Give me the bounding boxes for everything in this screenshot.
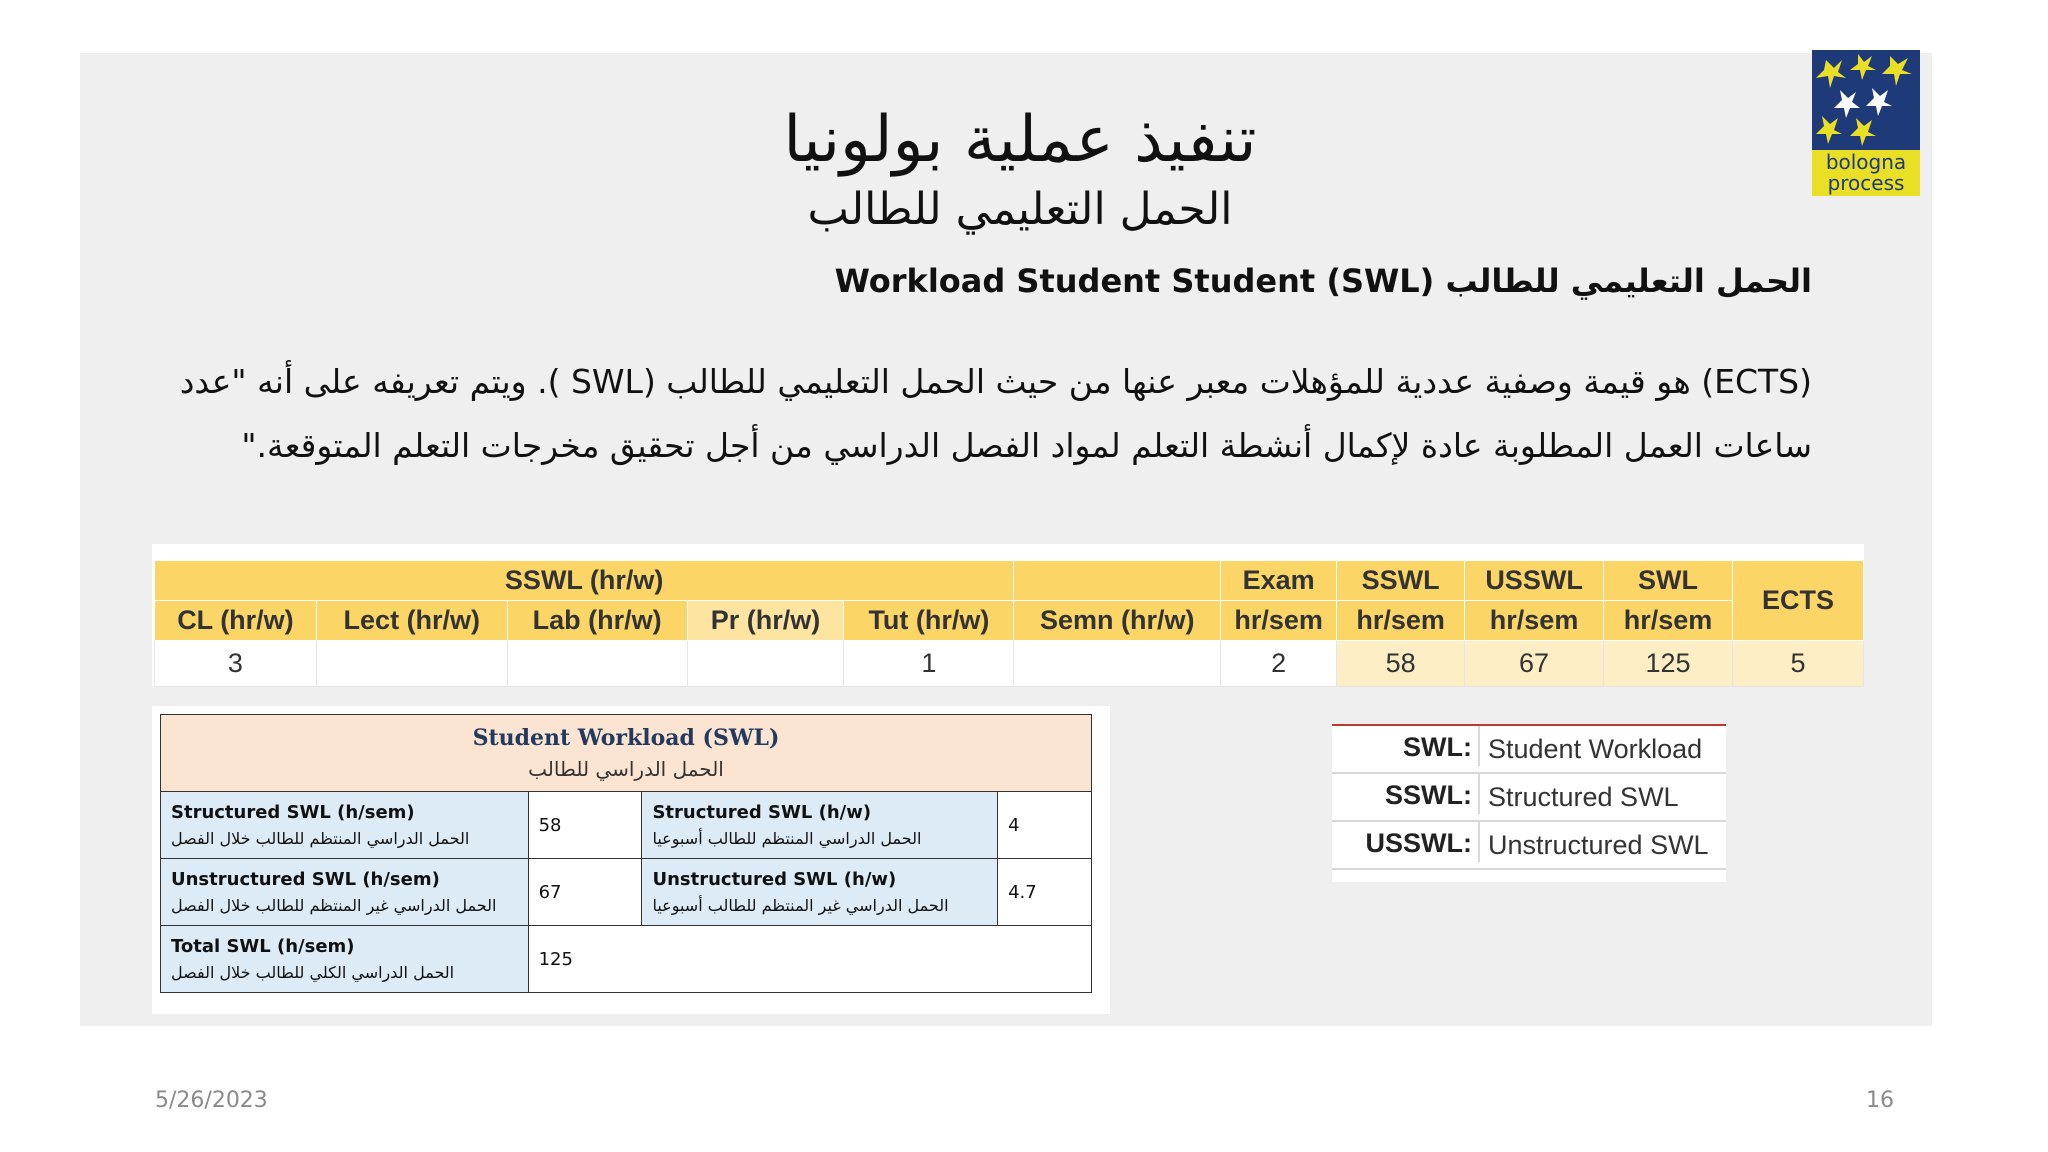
unstructured-week-label	[642, 859, 998, 926]
definition-paragraph	[179, 350, 1812, 478]
col-header-lab: Lab (hr/w)	[507, 601, 687, 641]
legend-desc: Student Workload	[1478, 726, 1702, 766]
ects-header: ECTS	[1732, 561, 1863, 641]
legend-row	[1332, 822, 1726, 870]
logo-line1: bologna	[1825, 150, 1907, 174]
label-en: Unstructured SWL (h/sem)	[171, 869, 440, 890]
label-en: Unstructured SWL (h/w)	[652, 869, 897, 890]
legend-row	[1332, 774, 1726, 822]
structured-week-value: 4	[998, 792, 1092, 859]
swl-table	[160, 714, 1092, 993]
section-heading: الحمل التعليمي للطالب (SWL) Workload Student Student	[834, 262, 1812, 300]
unstructured-sem-value: 67	[528, 859, 642, 926]
sswl-group-header: SSWL (hr/w)	[155, 561, 1014, 601]
cell-usswl: 67	[1465, 641, 1604, 687]
label-ar: الحمل الدراسي غير المنتظم للطالب خلال الفصل	[171, 896, 497, 915]
exam-header-top: Exam	[1221, 561, 1337, 601]
legend-desc: Unstructured SWL	[1478, 822, 1709, 862]
label-en: Structured SWL (h/w)	[652, 802, 872, 823]
col-header-pr: Pr (hr/w)	[687, 601, 844, 641]
cell-semn	[1014, 641, 1221, 687]
swl-table-header	[161, 715, 1092, 792]
cell-lab	[507, 641, 687, 687]
sswl-header-bottom: hr/sem	[1337, 601, 1465, 641]
label-en: Total SWL (h/sem)	[171, 936, 355, 957]
cell-exam: 2	[1221, 641, 1337, 687]
bologna-stars-icon	[1812, 50, 1920, 150]
swl-title-en: Student Workload (SWL)	[472, 725, 780, 751]
cell-sswl: 58	[1337, 641, 1465, 687]
cell-cl: 3	[155, 641, 317, 687]
label-ar: الحمل الدراسي الكلي للطالب خلال الفصل	[171, 963, 455, 982]
legend-desc: Structured SWL	[1478, 774, 1679, 814]
col-header-semn: Semn (hr/w)	[1014, 601, 1221, 641]
sswl-header-top: SSWL	[1337, 561, 1465, 601]
usswl-header-bottom: hr/sem	[1465, 601, 1604, 641]
col-header-cl: CL (hr/w)	[155, 601, 317, 641]
total-sem-value: 125	[528, 926, 1091, 993]
paragraph-line-2: ساعات العمل المطلوبة عادة لإكمال أنشطة التعلم لمواد الفصل الدراسي من أجل تحقيق مخرجات التعلم المتوقعة."	[241, 426, 1812, 465]
page-number: 16	[1866, 1088, 1894, 1113]
footer-date: 5/26/2023	[155, 1088, 268, 1113]
legend-row	[1332, 726, 1726, 774]
label-en: Structured SWL (h/sem)	[171, 802, 415, 823]
logo-line2: process	[1827, 171, 1905, 195]
col-header-tut: Tut (hr/w)	[844, 601, 1014, 641]
sswl-table-container	[152, 544, 1864, 686]
legend-key: SSWL:	[1385, 780, 1472, 810]
label-ar: الحمل الدراسي غير المنتظم للطالب أسبوعيا	[652, 896, 949, 915]
structured-sem-value: 58	[528, 792, 642, 859]
swl-header-bottom: hr/sem	[1604, 601, 1733, 641]
structured-week-label	[642, 792, 998, 859]
usswl-header-top: USSWL	[1465, 561, 1604, 601]
total-sem-label	[161, 926, 529, 993]
unstructured-sem-label	[161, 859, 529, 926]
slide-title: تنفيذ عملية بولونيا	[783, 103, 1257, 177]
swl-table-container	[152, 706, 1110, 1014]
exam-header-bottom: hr/sem	[1221, 601, 1337, 641]
label-ar: الحمل الدراسي المنتظم للطالب خلال الفصل	[171, 829, 470, 848]
empty-header-cell	[1014, 561, 1221, 601]
paragraph-line-1: (ECTS) هو قيمة وصفية عددية للمؤهلات معبر عنها من حيث الحمل التعليمي للطالب (SWL ). ويتم تعريفه على أنه "عدد	[179, 362, 1812, 401]
label-ar: الحمل الدراسي المنتظم للطالب أسبوعيا	[652, 829, 922, 848]
legend-key: USSWL:	[1365, 828, 1472, 858]
swl-header-top: SWL	[1604, 561, 1733, 601]
cell-lect	[316, 641, 507, 687]
col-header-lect: Lect (hr/w)	[316, 601, 507, 641]
swl-title-ar: الحمل الدراسي للطالب	[528, 757, 724, 781]
sswl-table	[154, 560, 1864, 687]
cell-tut: 1	[844, 641, 1014, 687]
abbreviation-legend	[1332, 724, 1726, 882]
legend-key: SWL:	[1403, 732, 1472, 762]
bologna-logo	[1812, 50, 1920, 196]
structured-sem-label	[161, 792, 529, 859]
cell-ects: 5	[1732, 641, 1863, 687]
cell-swl: 125	[1604, 641, 1733, 687]
logo-text	[1812, 150, 1920, 196]
slide-subtitle: الحمل التعليمي للطالب	[807, 184, 1233, 235]
cell-pr	[687, 641, 844, 687]
unstructured-week-value: 4.7	[998, 859, 1092, 926]
